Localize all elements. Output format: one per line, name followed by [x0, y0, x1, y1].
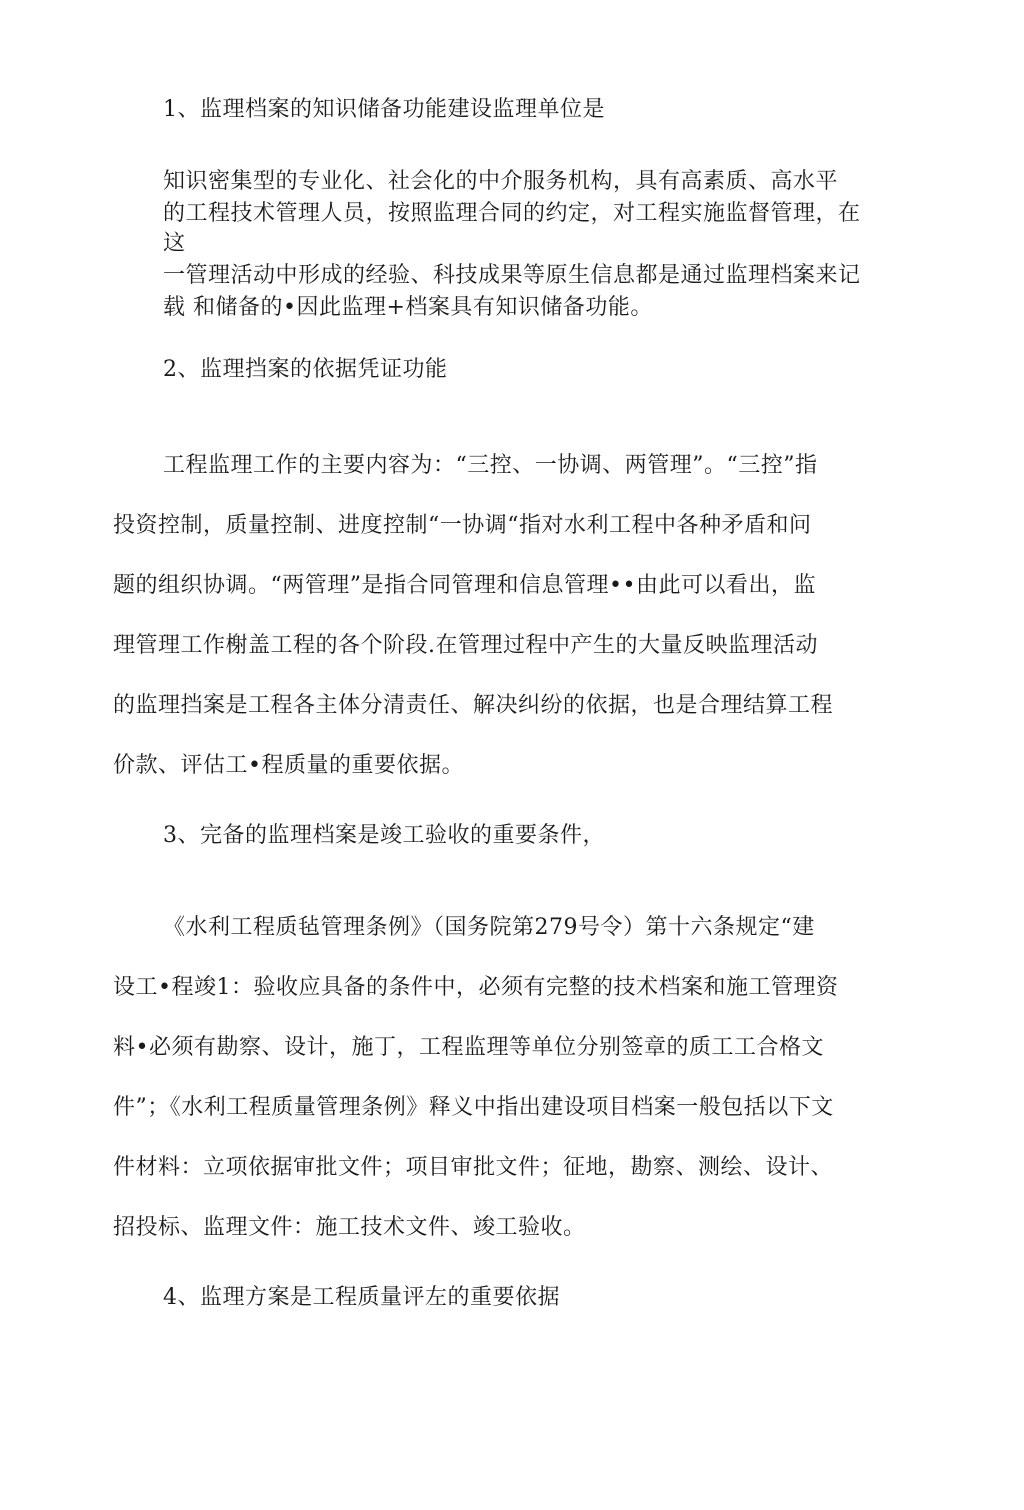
section-4-heading: 4、监理方案是工程质量评左的重要依据 — [163, 1285, 560, 1310]
section-3-line-4: 件”；《水利工程质量管理条例》释义中指出建设项目档案一般包括以下文 — [113, 1095, 834, 1120]
section-2-line-1: 工程监理工作的主要内容为：“三控、一协调、两管理”。“三控”指 — [163, 453, 818, 478]
section-1-heading: 1、监理档案的知识储备功能建设监理单位是 — [163, 97, 605, 122]
section-1-line-1: 知识密集型的专业化、社会化的中介服务机构，具有高素质、高水平 — [163, 169, 839, 194]
section-2-line-4: 理管理工作榭盖工程的各个阶段.在管理过程中产生的大量反映监理活动 — [113, 633, 818, 658]
section-2-line-6: 价款、评估工•程质量的重要依据。 — [113, 753, 464, 778]
section-3-line-3: 料•必须有勘察、设计，施丁，工程监理等单位分别签章的质工工合格文 — [113, 1035, 824, 1060]
section-2-heading: 2、监理挡案的依据凭证功能 — [163, 357, 448, 382]
section-3-heading: 3、完备的监理档案是竣工验收的重要条件， — [163, 823, 605, 848]
section-2-line-5: 的监理挡案是工程各主体分清责任、解决纠纷的依据，也是合理结算工程 — [113, 693, 834, 718]
section-2-line-3: 题的组织协调。“两管理”是指合同管理和信息管理••由此可以看出，监 — [113, 573, 816, 598]
section-3-line-1: 《水利工程质毡管理条例》（国务院第279号令）第十六条规定“建 — [163, 915, 815, 940]
section-3-line-5: 件材料：立项依据审批文件；项目审批文件；征地，勘察、测绘、设计、 — [113, 1155, 834, 1180]
section-1-line-4: 一管理活动中形成的经验、科技成果等原生信息都是通过监理档案来记 — [163, 263, 861, 288]
section-1-line-5: 载 和储备的•因此监理+档案具有知识储备功能。 — [163, 295, 653, 320]
section-1-line-3: 这 — [163, 231, 186, 256]
section-2-line-2: 投资控制，质量控制、进度控制“一协调“指对水利工程中各种矛盾和问 — [113, 513, 812, 538]
section-3-line-2: 设工•程竣1：验收应具备的条件中，必须有完整的技术档案和施工管理资 — [113, 975, 839, 1000]
section-1-line-2: 的工程技术管理人员，按照监理合同的约定，对工程实施监督管理，在 — [163, 201, 861, 226]
section-3-line-6: 招投标、监理文件：施工技术文件、竣工验收。 — [113, 1215, 586, 1240]
